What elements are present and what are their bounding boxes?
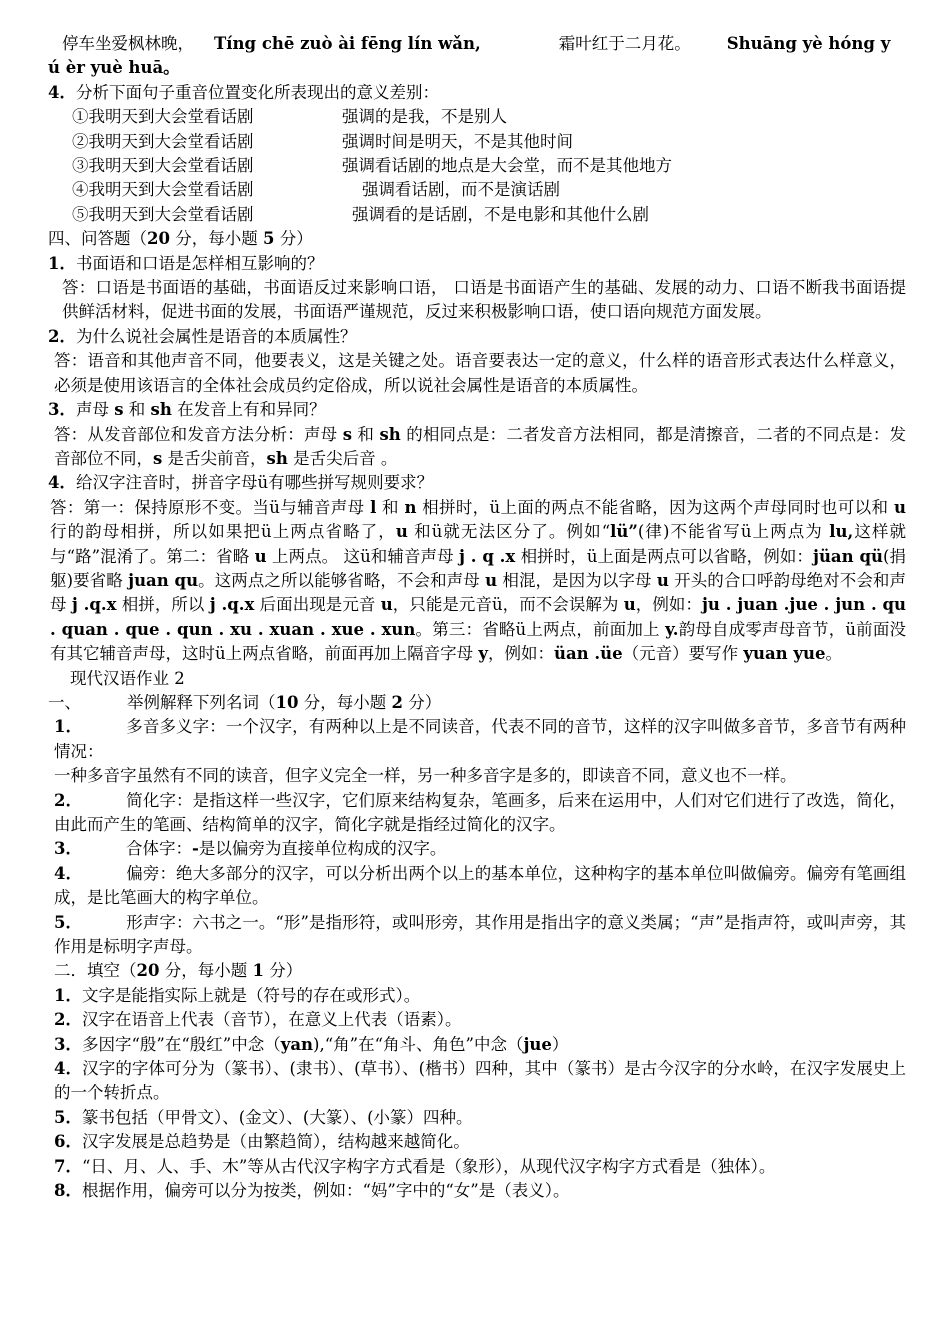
fill-4: 4．汉字的字体可分为（篆书）、(隶书）、(草书）、(楷书）四种，其中（篆书）是古今汉字的分水岭，在汉字发展史上的一个转折点。 [54,1059,907,1103]
poem-text: 停车坐爱枫林晚， [62,34,194,53]
poem-text: 霜叶红于二月花。 [558,34,691,53]
fill-5: 5．篆书包括（甲骨文）、(金文）、(大篆）、(小篆）四种。 [54,1107,473,1127]
poem-pinyin: Shuāng yè hóng y [726,34,891,53]
stress-example-1 [48,105,906,129]
example-sentence: ①我明天到大会堂看话剧 [72,107,254,127]
example-sentence: ②我明天到大会堂看话剧 [72,131,254,151]
qa-1-answer: 答：口语是书面语的基础，书面语反过来影响口语， 口语是书面语产生的基础、发展的动力、口语不断我书面语提供鲜活材料，促进书面的发展，书面语严谨规范，反过来积极影响口语，使口语向规范方面发展。 [62,278,906,322]
term-1: 1． 多音多义字：一个汉字，有两种以上是不同读音，代表不同的音节，这样的汉字叫做多音节，多音节有两种情况： [54,717,907,761]
qa-4-answer: 答：第一：保持原形不变。当ü与辅音声母 l 和 n 相拼时，ü上面的两点不能省略，因为这两个声母同时也可以和 u 行的韵母相拼，所以如果把ü上两点省略了，u 和ü就无法区分了。例如“lü”(律)不能省写ü上两点为 lu,这样就与“路”混淆了。第二：省略 u 上两点。 这ü和辅音声母 j . q .x 相拼时，ü上面是两点可以省略，例如：jüan qü(捐躯)要省略 juan qu。这两点之所以能够省略，不会和声母 u 相混，是因为以字母 u 开头的合口呼韵母绝对不会和声母 j .q.x 相拼，所以 j .q.x 后面出现是元音 u，只能是元音ü，而不会误解为 u，例如：ju . juan .jue . jun . qu . quan . que . qun . xu . xuan . xue . xun。第三：省略ü上两点，前面加上 y.韵母自成零声母音节，ü前面没有其它辅音声母，这时ü上两点省略，前面再加上隔音字母 y，例如：üan .üe（元音）要写作 yuan yue。 [50,497,907,664]
term-3: 3． 合体字：-是以偏旁为直接单位构成的汉字。 [54,839,447,859]
example-meaning: 强调的是我，不是别人 [342,107,507,127]
fill-3: 3．多因字“殷”在“殷红”中念（yan),“角”在“角斗、角色”中念（jue） [54,1034,569,1054]
poem-pinyin: Tíng chē zuò ài fēng lín wǎn, [214,34,481,53]
example-sentence: ⑤我明天到大会堂看话剧 [72,204,254,224]
qa-4-question: 4．给汉字注音时，拼音字母ü有哪些拼写规则要求？ [48,473,434,493]
fill-8: 8．根据作用，偏旁可以分为按类，例如：“妈”字中的“女”是（表义）。 [54,1181,570,1201]
term-2: 2． 简化字：是指这样一些汉字，它们原来结构复杂，笔画多，后来在运用中，人们对它们进行了改选，简化，由此而产生的笔画、结构简单的汉字，简化字就是指经过简化的汉字。 [54,790,907,834]
stress-example-2 [48,130,906,154]
example-meaning: 强调看话剧，而不是演话剧 [362,180,560,200]
qa-2-answer: 答：语音和其他声音不同，他要表义，这是关键之处。语音要表达一定的意义，什么样的语音形式表达什么样意义，必须是使用该语言的全体社会成员约定俗成，所以说社会属性是语音的本质属性。 [54,351,906,395]
stress-example-3 [48,154,906,178]
example-sentence: ④我明天到大会堂看话剧 [72,180,254,200]
poem-line-2: ú èr yuè huā。 [48,58,180,78]
homework-2-title: 现代汉语作业 2 [70,668,185,688]
example-sentence: ③我明天到大会堂看话剧 [72,156,254,176]
qa-1-question: 1．书面语和口语是怎样相互影响的？ [48,253,324,273]
fill-7: 7．“日、月、人、手、木”等从古代汉字构字方式看是（象形），从现代汉字构字方式看是（独体）。 [54,1156,776,1176]
qa-2-question: 2．为什么说社会属性是语音的本质属性？ [48,326,357,346]
section-2-heading: 二．填空（20 分，每小题 1 分） [54,961,303,981]
fill-6: 6．汉字发展是总趋势是（由繁趋简），结构越来越简化。 [54,1132,470,1152]
example-meaning: 强调看的是话剧，不是电影和其他什么剧 [352,204,649,224]
question-text: 分析下面句子重音位置变化所表现出的意义差别： [75,82,439,102]
poem-line-1 [48,32,906,56]
fill-2: 2．汉字在语音上代表（音节），在意义上代表（语素）。 [54,1010,462,1030]
item-number: 4． [48,82,76,102]
section-4-heading: 四、问答题（20 分，每小题 5 分） [48,229,313,249]
section-1-heading: 一、 举例解释下列名词（10 分，每小题 2 分） [48,692,442,712]
example-meaning: 强调时间是明天，不是其他时间 [342,131,573,151]
qa-3-answer: 答：从发音部位和发音方法分析：声母 s 和 sh 的相同点是：二者发音方法相同，都是清擦音，二者的不同点是：发音部位不同，s 是舌尖前音，sh 是舌尖后音 。 [54,424,906,468]
fill-1: 1．文字是能指实际上就是（符号的存在或形式）。 [54,985,421,1005]
term-1-extra: 一种多音字虽然有不同的读音，但字义完全一样，另一种多音字是多的，即读音不同，意义也不一样。 [54,766,797,786]
qa-3-question: 3．声母 s 和 sh 在发音上有和异同？ [48,400,326,420]
question-4-title [48,81,906,105]
stress-example-4 [48,178,906,202]
term-4: 4． 偏旁：绝大多部分的汉字，可以分析出两个以上的基本单位，这种构字的基本单位叫做偏旁。偏旁有笔画组成，是比笔画大的构字单位。 [54,863,907,908]
term-5: 5． 形声字：六书之一。“形”是指形符，或叫形旁，其作用是指出字的意义类属；“声”是指声符，或叫声旁，其作用是标明字声母。 [54,912,906,957]
example-meaning: 强调看话剧的地点是大会堂，而不是其他地方 [342,156,672,176]
stress-example-5 [48,203,906,227]
